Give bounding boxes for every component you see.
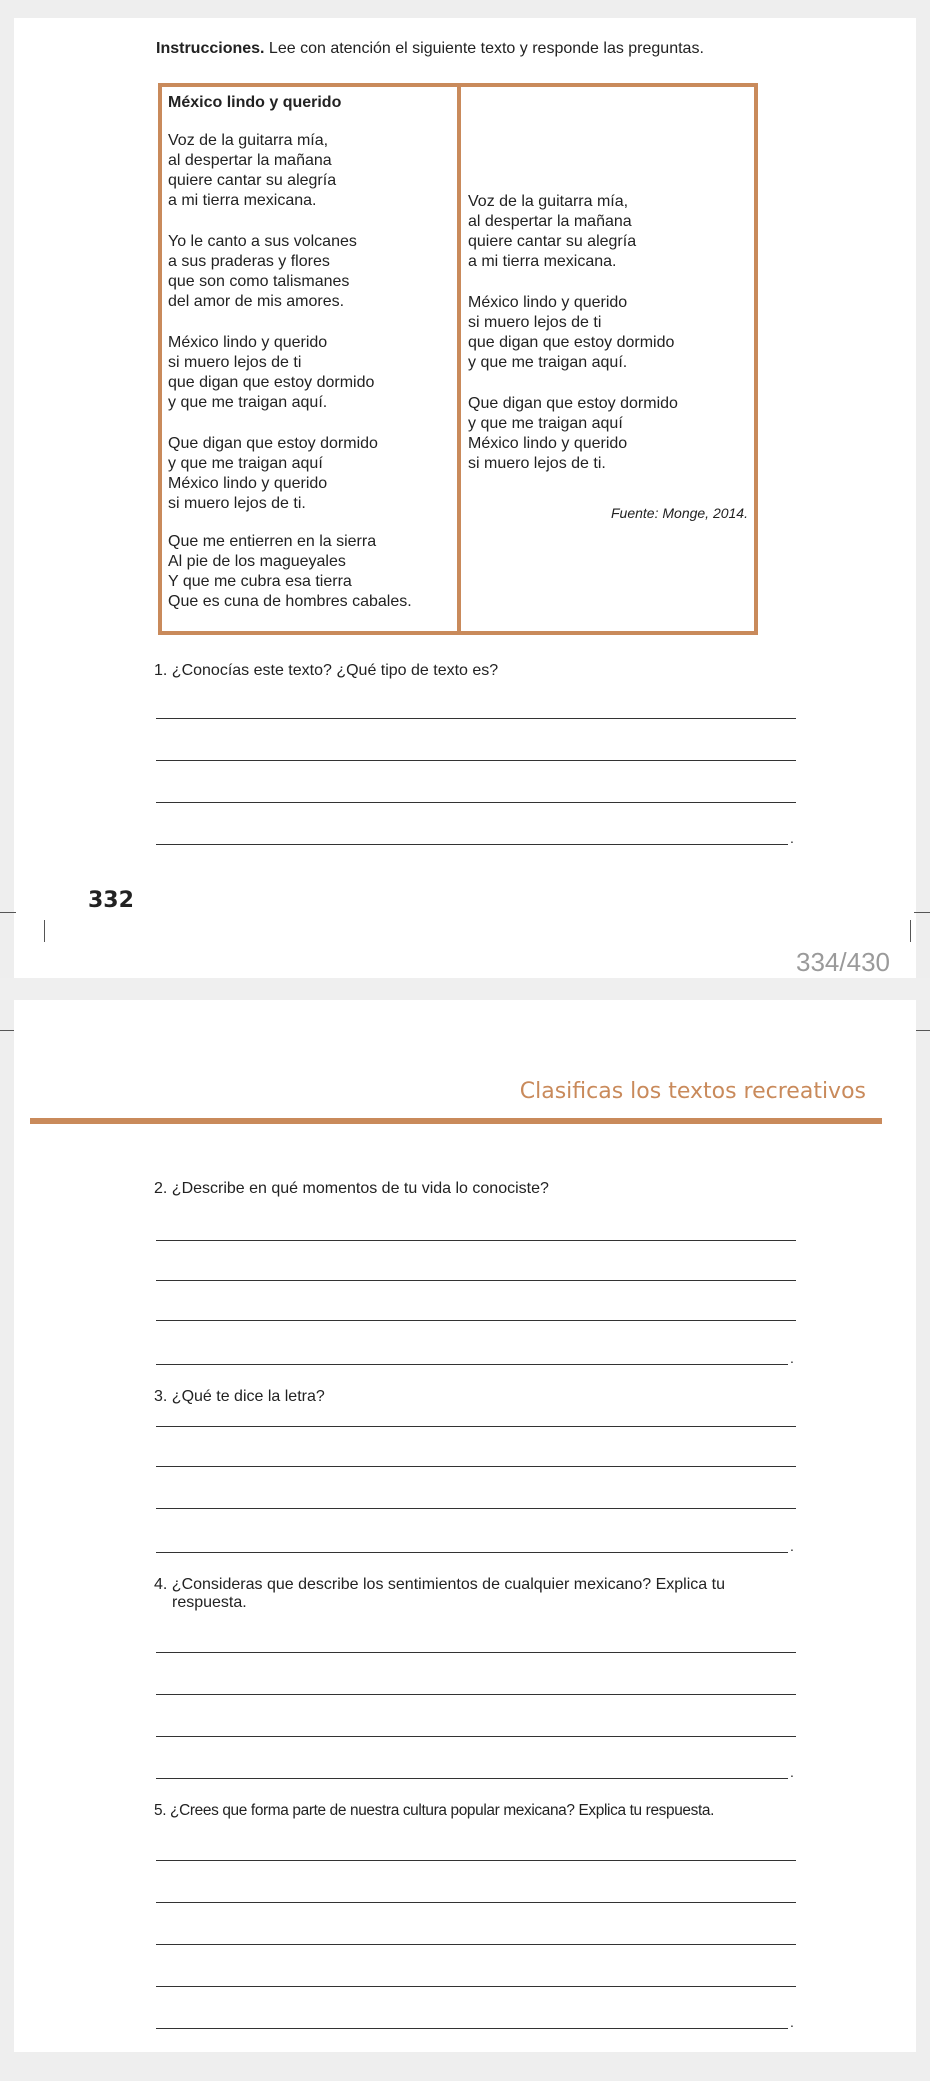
- verse: si muero lejos de ti.: [468, 455, 606, 472]
- question-4-line-1: 4. ¿Consideras que describe los sentimientos de cualquier mexicano? Explica tu: [154, 1576, 725, 1593]
- poem-source: Fuente: Monge, 2014.: [611, 505, 748, 521]
- answer-line: [156, 1552, 788, 1553]
- verse: a mi tierra mexicana.: [168, 192, 317, 209]
- verse: que son como talismanes: [168, 273, 350, 290]
- question-3: 3. ¿Qué te dice la letra?: [154, 1388, 325, 1405]
- answer-line: [156, 1320, 796, 1321]
- answer-line: [156, 1944, 796, 1945]
- verse: quiere cantar su alegría: [168, 172, 337, 189]
- page-gap: [0, 978, 930, 1000]
- stanza: [168, 434, 453, 514]
- verse: al despertar la mañana: [468, 213, 632, 230]
- answer-line: [156, 1280, 796, 1281]
- poem-title: México lindo y querido: [168, 94, 342, 111]
- period-mark: .: [790, 1538, 794, 1554]
- answer-line: [156, 2028, 788, 2029]
- instructions-label: Instrucciones.: [156, 40, 265, 57]
- verse: del amor de mis amores.: [168, 293, 345, 310]
- stanza: [168, 532, 453, 612]
- page-number: 332: [88, 888, 134, 913]
- crop-mark: [44, 920, 45, 942]
- answer-line: [156, 1860, 796, 1861]
- document-page-1: [14, 18, 916, 978]
- answer-line: [156, 1736, 796, 1737]
- document-page-2: [14, 1000, 916, 2052]
- verse: Que digan que estoy dormido: [468, 395, 678, 412]
- answer-line: [156, 1466, 796, 1467]
- answer-line: [156, 1240, 796, 1241]
- stanza: [168, 333, 453, 413]
- verse: Yo le canto a sus volcanes: [168, 233, 357, 250]
- crop-mark: [0, 912, 16, 913]
- verse: a mi tierra mexicana.: [468, 253, 617, 270]
- answer-line: [156, 718, 796, 719]
- answer-line: [156, 1902, 796, 1903]
- verse: al despertar la mañana: [168, 152, 332, 169]
- verse: y que me traigan aquí.: [168, 394, 328, 411]
- question-1: 1. ¿Conocías este texto? ¿Qué tipo de texto es?: [154, 662, 499, 679]
- question-2: 2. ¿Describe en qué momentos de tu vida lo conociste?: [154, 1180, 549, 1197]
- poem-column-divider: [457, 87, 461, 631]
- verse: que digan que estoy dormido: [468, 334, 675, 351]
- verse: a sus praderas y flores: [168, 253, 330, 270]
- chapter-title: Clasificas los textos recreativos: [519, 1079, 866, 1104]
- answer-line: [156, 1364, 788, 1365]
- poem-left-column: [168, 93, 453, 633]
- crop-mark: [910, 920, 911, 942]
- answer-line: [156, 1986, 796, 1987]
- question-5: 5. ¿Crees que forma parte de nuestra cultura popular mexicana? Explica tu respuesta.: [154, 1802, 715, 1819]
- verse: México lindo y querido: [468, 294, 628, 311]
- verse: Voz de la guitarra mía,: [468, 193, 629, 210]
- crop-mark: [914, 912, 930, 913]
- answer-line: [156, 1426, 796, 1427]
- answer-line: [156, 1778, 788, 1779]
- instructions-text: [156, 40, 704, 58]
- verse: y que me traigan aquí.: [468, 354, 628, 371]
- stanza: [468, 293, 748, 373]
- period-mark: .: [790, 1350, 794, 1366]
- answer-line: [156, 1652, 796, 1653]
- stanza: [468, 394, 748, 474]
- verse: que digan que estoy dormido: [168, 374, 375, 391]
- verse: Que digan que estoy dormido: [168, 435, 378, 452]
- period-mark: .: [790, 830, 794, 846]
- poem-right-column: [468, 192, 748, 495]
- crop-mark: [914, 1030, 930, 1031]
- verse: México lindo y querido: [168, 475, 328, 492]
- question-4-line-2: respuesta.: [172, 1594, 247, 1611]
- verse: y que me traigan aquí: [468, 415, 623, 432]
- answer-line: [156, 844, 788, 845]
- verse: México lindo y querido: [168, 334, 328, 351]
- verse: Voz de la guitarra mía,: [168, 132, 329, 149]
- question-4: [154, 1576, 725, 1612]
- chapter-rule: [30, 1118, 882, 1124]
- verse: si muero lejos de ti.: [168, 495, 306, 512]
- answer-line: [156, 802, 796, 803]
- verse: quiere cantar su alegría: [468, 233, 637, 250]
- instructions-body: Lee con atención el siguiente texto y responde las preguntas.: [264, 40, 704, 57]
- period-mark: .: [790, 1764, 794, 1780]
- verse: si muero lejos de ti: [168, 354, 302, 371]
- verse: Que es cuna de hombres cabales.: [168, 593, 412, 610]
- verse: si muero lejos de ti: [468, 314, 602, 331]
- verse: y que me traigan aquí: [168, 455, 323, 472]
- answer-line: [156, 1694, 796, 1695]
- verse: Y que me cubra esa tierra: [168, 573, 352, 590]
- poem-box: [158, 83, 758, 635]
- stanza: [468, 192, 748, 272]
- period-mark: .: [790, 2014, 794, 2030]
- verse: Que me entierren en la sierra: [168, 533, 377, 550]
- stanza: [168, 232, 453, 312]
- verse: México lindo y querido: [468, 435, 628, 452]
- answer-line: [156, 1508, 796, 1509]
- answer-line: [156, 760, 796, 761]
- verse: Al pie de los magueyales: [168, 553, 346, 570]
- page-counter: 334/430: [796, 947, 890, 977]
- stanza: [168, 131, 453, 211]
